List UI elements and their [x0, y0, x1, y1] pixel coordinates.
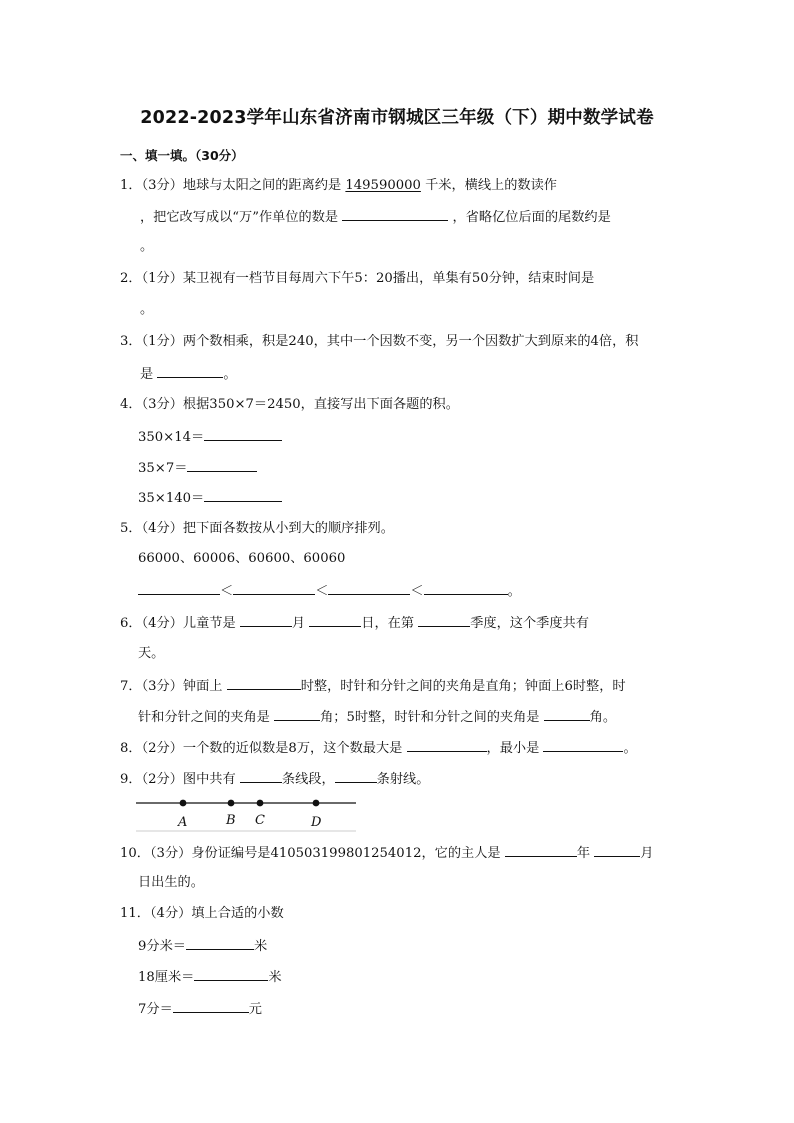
- point-label-a: A: [178, 815, 188, 830]
- point-d: [313, 800, 320, 807]
- question-4-item-text: 35×7＝: [138, 461, 188, 476]
- answer-blank[interactable]: [194, 967, 268, 981]
- point-label-b: B: [226, 813, 236, 828]
- question-8-text: 。: [623, 741, 637, 756]
- question-11-item-text: 18厘米＝: [138, 970, 195, 985]
- answer-blank[interactable]: [342, 207, 448, 221]
- question-8: [120, 738, 637, 758]
- answer-blank[interactable]: [594, 843, 640, 857]
- answer-blank[interactable]: [543, 738, 623, 752]
- question-3-line-1: 3．（1分）两个数相乘，积是240，其中一个因数不变，另一个因数扩大到原来的4倍，积: [120, 334, 639, 349]
- answer-blank[interactable]: [233, 581, 315, 595]
- question-4-stem: 4．（3分）根据350×7＝2450，直接写出下面各题的积。: [120, 397, 459, 412]
- question-4-item-text: 35×140＝: [138, 491, 205, 506]
- answer-blank[interactable]: [240, 769, 282, 783]
- question-3-line-2: [140, 364, 237, 384]
- question-5-order-row: [138, 581, 521, 601]
- question-11-unit: 米: [253, 939, 268, 954]
- question-11-item-text: 7分＝: [138, 1002, 173, 1017]
- answer-blank[interactable]: [240, 613, 292, 627]
- question-6-text: 季度，这个季度共有: [470, 616, 589, 631]
- question-7-text: 时整，时针和分针之间的夹角是直角；钟面上6时整，时: [300, 679, 626, 694]
- question-11-unit: 米: [268, 970, 282, 985]
- question-10-text: 年: [576, 846, 590, 861]
- answer-blank[interactable]: [424, 581, 508, 595]
- question-1-text-2b: ，省略亿位后面的尾数约是: [452, 210, 611, 225]
- answer-blank[interactable]: [309, 613, 361, 627]
- question-11-item-text: 9分米＝: [138, 939, 186, 954]
- question-11-unit: 元: [248, 1002, 262, 1017]
- question-9-text: 条射线。: [376, 772, 430, 787]
- answer-blank[interactable]: [418, 613, 470, 627]
- question-1-suffix: 千米，横线上的数读作: [425, 178, 557, 193]
- question-1-line-3: 。: [140, 239, 154, 254]
- answer-blank[interactable]: [335, 769, 377, 783]
- less-than-sign: ＜: [315, 584, 329, 599]
- answer-blank[interactable]: [407, 738, 487, 752]
- answer-blank[interactable]: [274, 707, 320, 721]
- question-6-text: 日，在第: [361, 616, 415, 631]
- question-1-text-2a: ，把它改写成以“万”作单位的数是: [140, 210, 339, 225]
- question-9-text: 条线段，: [281, 772, 335, 787]
- section-heading: 一、填一填。（30分）: [120, 148, 244, 163]
- question-1-number: 149590000: [345, 178, 421, 193]
- point-c: [257, 800, 264, 807]
- question-10-text: 10．（3分）身份证编号是410503199801254012，它的主人是: [120, 846, 501, 861]
- question-7-text: 角；5时整，时针和分针之间的夹角是: [320, 710, 540, 725]
- point-b: [228, 800, 235, 807]
- answer-blank[interactable]: [505, 843, 577, 857]
- question-7-text: 角。: [589, 710, 617, 725]
- question-2-line-2: 。: [140, 302, 154, 317]
- less-than-sign: ＜: [220, 584, 234, 599]
- question-4-item: [138, 488, 282, 508]
- point-label-d: D: [311, 815, 322, 830]
- question-8-text: ，最小是: [486, 741, 540, 756]
- question-6-text: 月: [291, 616, 306, 631]
- question-2-line-1: 2．（1分）某卫视有一档节目每周六下午5：20播出，单集有50分钟，结束时间是: [120, 271, 595, 286]
- question-11-item: [138, 967, 282, 987]
- point-a: [180, 800, 187, 807]
- answer-blank[interactable]: [204, 488, 282, 502]
- question-7-line-2: [138, 707, 616, 727]
- answer-blank[interactable]: [544, 707, 590, 721]
- question-5-stem: 5．（4分）把下面各数按从小到大的顺序排列。: [120, 521, 394, 536]
- question-4-item: [138, 458, 257, 478]
- question-6-line-2: 天。: [138, 646, 165, 661]
- answer-blank[interactable]: [186, 936, 254, 950]
- question-9-text: 9．（2分）图中共有: [120, 772, 236, 787]
- period: 。: [507, 584, 521, 599]
- answer-blank[interactable]: [227, 676, 301, 690]
- line-figure: [136, 793, 358, 833]
- question-3-text-2a: 是: [140, 367, 154, 382]
- question-9: [120, 769, 429, 789]
- answer-blank[interactable]: [204, 427, 282, 441]
- question-8-text: 8．（2分）一个数的近似数是8万，这个数最大是: [120, 741, 403, 756]
- page-title: 2022-2023学年山东省济南市钢城区三年级（下）期中数学试卷: [140, 108, 654, 128]
- question-4-item: [138, 427, 282, 447]
- question-1-line-2: [140, 207, 611, 227]
- answer-blank[interactable]: [173, 999, 249, 1013]
- question-10-line-1: [120, 843, 653, 863]
- question-7-text: 7．（3分）钟面上: [120, 679, 223, 694]
- answer-blank[interactable]: [157, 364, 223, 378]
- question-4-item-text: 350×14＝: [138, 430, 205, 445]
- question-11-item: [138, 999, 262, 1019]
- question-1-line-1: [120, 177, 557, 195]
- question-6-line-1: [120, 613, 589, 633]
- less-than-sign: ＜: [410, 584, 424, 599]
- question-7-text: 针和分针之间的夹角是: [138, 710, 270, 725]
- answer-blank[interactable]: [187, 458, 257, 472]
- question-1-prefix: 1．（3分）地球与太阳之间的距离约是: [120, 178, 342, 193]
- question-5-numbers: 66000、60006、60600、60060: [138, 551, 346, 566]
- question-11-stem: 11．（4分）填上合适的小数: [120, 906, 284, 921]
- question-6-text: 6．（4分）儿童节是: [120, 616, 236, 631]
- answer-blank[interactable]: [328, 581, 410, 595]
- question-10-text: 月: [640, 846, 654, 861]
- question-3-text-2b: 。: [223, 367, 237, 382]
- question-10-line-2: 日出生的。: [138, 875, 204, 890]
- question-7-line-1: [120, 676, 626, 696]
- point-label-c: C: [255, 813, 265, 828]
- answer-blank[interactable]: [138, 581, 220, 595]
- question-11-item: [138, 936, 267, 956]
